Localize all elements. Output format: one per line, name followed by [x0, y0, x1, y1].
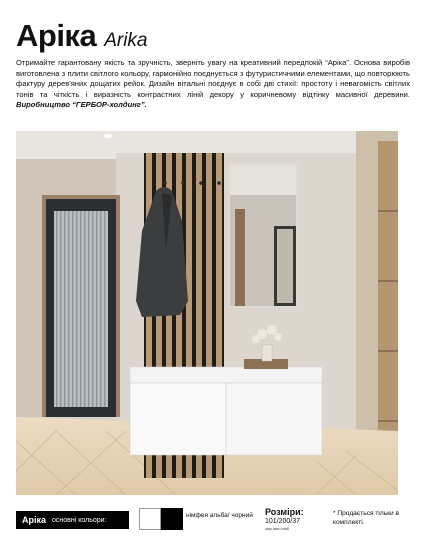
color-swatch-black — [161, 508, 183, 530]
product-title — [16, 18, 148, 54]
ceiling-light — [103, 134, 113, 138]
product-photo — [16, 131, 398, 495]
hallway-illustration — [16, 131, 398, 495]
sideboard-top — [130, 367, 322, 383]
mirror-reflection-doorframe — [235, 209, 245, 306]
sizes-title: Розміри: — [265, 507, 304, 517]
sizes-note: шир./вис./глиб. — [265, 527, 290, 531]
vase — [262, 345, 272, 361]
sale-note: * Продається тільки в комплекті. — [333, 510, 400, 526]
badge-product-name: Аріка — [22, 515, 47, 525]
product-description — [16, 58, 410, 111]
product-name-latin: Arika — [104, 30, 148, 51]
footer-info — [0, 502, 427, 546]
product-name: Аріка — [16, 18, 97, 53]
door-reeded-glass — [54, 211, 108, 407]
sideboard-door-right — [226, 383, 322, 455]
sideboard-door-left — [130, 383, 226, 455]
description-text: Отримайте гарантовану якість та зручність, зверніть увагу на креативний передпокій “Аріка”. Основа виробів виготовлена з плити світлого кольору, гармонійно поєднується з футуристичними елементами, що повторюють фактуру дерев'яних дощатих рейок. Дизайн вітальні поєднує в собі дві стихії: простоту і невагомість світлих тонів та чіткість і виразність контрастних ліній декору у коричневому відтінку масивної деревини. — [16, 58, 410, 99]
color-swatch-white — [139, 508, 161, 530]
colors-badge — [16, 511, 129, 529]
badge-colors-label: основні кольори: — [52, 516, 107, 524]
sizes-value: 101/200/37 — [265, 518, 301, 525]
color-names: німфея альба/ чорний — [186, 512, 253, 519]
manufacturer-note: Виробництво “ГЕРБОР-холдинг”. — [16, 100, 147, 110]
